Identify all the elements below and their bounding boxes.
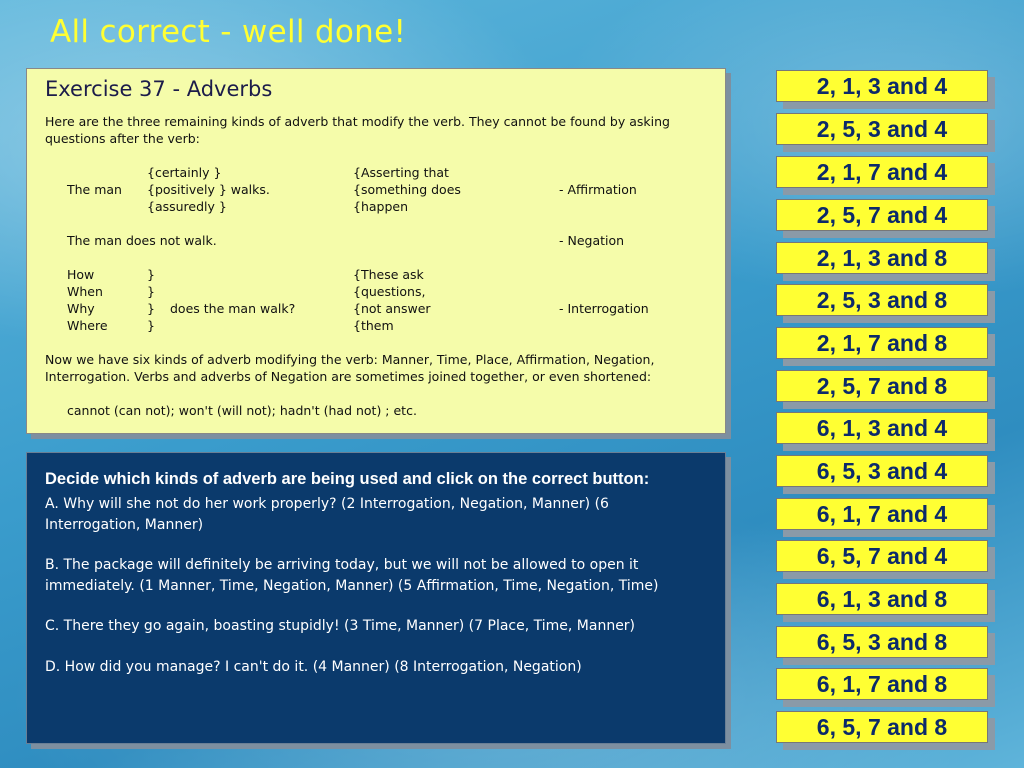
table-cell: Why [67, 301, 95, 316]
question-d: D. How did you manage? I can't do it. (4 Manner) (8 Interrogation, Negation) [45, 658, 582, 675]
table-cell: {Asserting that [353, 165, 449, 180]
affirmation-row [45, 198, 707, 215]
negation-row [45, 232, 707, 249]
answer-button[interactable]: 2, 1, 7 and 4 [776, 156, 988, 188]
table-cell: {positively } walks. [147, 182, 270, 197]
table-cell: {certainly } [147, 165, 222, 180]
table-cell: Where [67, 318, 108, 333]
exercise-intro: Here are the three remaining kinds of adverb that modify the verb. They cannot be found by asking questions after the verb: [45, 114, 670, 146]
question-b: B. The package will definitely be arriving today, but we will not be allowed to open it immediately. (1 Manner, Time, Negation, Manner) (5 Affirmation, Time, Negation, Time) [45, 557, 659, 594]
question-a: A. Why will she not do her work properly? (2 Interrogation, Negation, Manner) (6 Interrogation, Manner) [45, 496, 609, 533]
interrogation-row [45, 317, 707, 334]
interrogation-row [45, 266, 707, 283]
table-cell: - Negation [559, 233, 625, 248]
answer-button[interactable]: 2, 1, 3 and 8 [776, 242, 988, 274]
answer-button[interactable]: 6, 1, 3 and 4 [776, 412, 988, 444]
table-cell: } [147, 267, 155, 282]
answer-button[interactable]: 2, 1, 3 and 4 [776, 70, 988, 102]
interrogation-row [45, 300, 707, 317]
table-cell: does the man walk? [170, 301, 296, 316]
answer-button[interactable]: 2, 5, 7 and 4 [776, 199, 988, 231]
exercise-heading: Exercise 37 - Adverbs [45, 77, 273, 101]
table-cell: {assuredly } [147, 199, 227, 214]
affirmation-row [45, 181, 707, 198]
answer-button[interactable]: 6, 1, 3 and 8 [776, 583, 988, 615]
table-cell: {them [353, 318, 394, 333]
answer-button[interactable]: 6, 5, 3 and 8 [776, 626, 988, 658]
exercise-examples: cannot (can not); won't (will not); hadn't (had not) ; etc. [67, 403, 417, 418]
table-cell: The man [67, 182, 122, 197]
table-cell: } [147, 284, 155, 299]
affirmation-row [45, 164, 707, 181]
table-cell: {something does [353, 182, 461, 197]
exercise-panel [26, 68, 726, 434]
answer-button[interactable]: 6, 1, 7 and 8 [776, 668, 988, 700]
answer-button[interactable]: 6, 5, 7 and 8 [776, 711, 988, 743]
table-cell: {not answer [353, 301, 431, 316]
answer-button[interactable]: 6, 1, 7 and 4 [776, 498, 988, 530]
table-cell: {happen [353, 199, 409, 214]
question-c: C. There they go again, boasting stupidly! (3 Time, Manner) (7 Place, Time, Manner) [45, 618, 636, 634]
answer-button[interactable]: 2, 5, 7 and 8 [776, 370, 988, 402]
table-cell: } [147, 318, 155, 333]
task-panel [26, 452, 726, 744]
exercise-summary: Now we have six kinds of adverb modifying the verb: Manner, Time, Place, Affirmation, Negation, Interrogation. Verbs and adverbs of Negation are sometimes joined together, or even shortened: [45, 352, 655, 384]
answer-button[interactable]: 2, 5, 3 and 8 [776, 284, 988, 316]
table-cell: - Affirmation [559, 182, 637, 197]
table-cell: {These ask [353, 267, 424, 282]
task-heading: Decide which kinds of adverb are being used and click on the correct button: [45, 470, 650, 488]
table-cell: } [147, 301, 155, 316]
table-cell: The man does not walk. [67, 233, 217, 248]
table-cell: How [67, 267, 95, 282]
answer-button[interactable]: 2, 5, 3 and 4 [776, 113, 988, 145]
page-title: All correct - well done! [50, 14, 407, 50]
table-cell: - Interrogation [559, 301, 649, 316]
interrogation-row [45, 283, 707, 300]
table-cell: {questions, [353, 284, 426, 299]
table-cell: When [67, 284, 103, 299]
answer-button[interactable]: 2, 1, 7 and 8 [776, 327, 988, 359]
answer-button[interactable]: 6, 5, 3 and 4 [776, 455, 988, 487]
answer-button[interactable]: 6, 5, 7 and 4 [776, 540, 988, 572]
